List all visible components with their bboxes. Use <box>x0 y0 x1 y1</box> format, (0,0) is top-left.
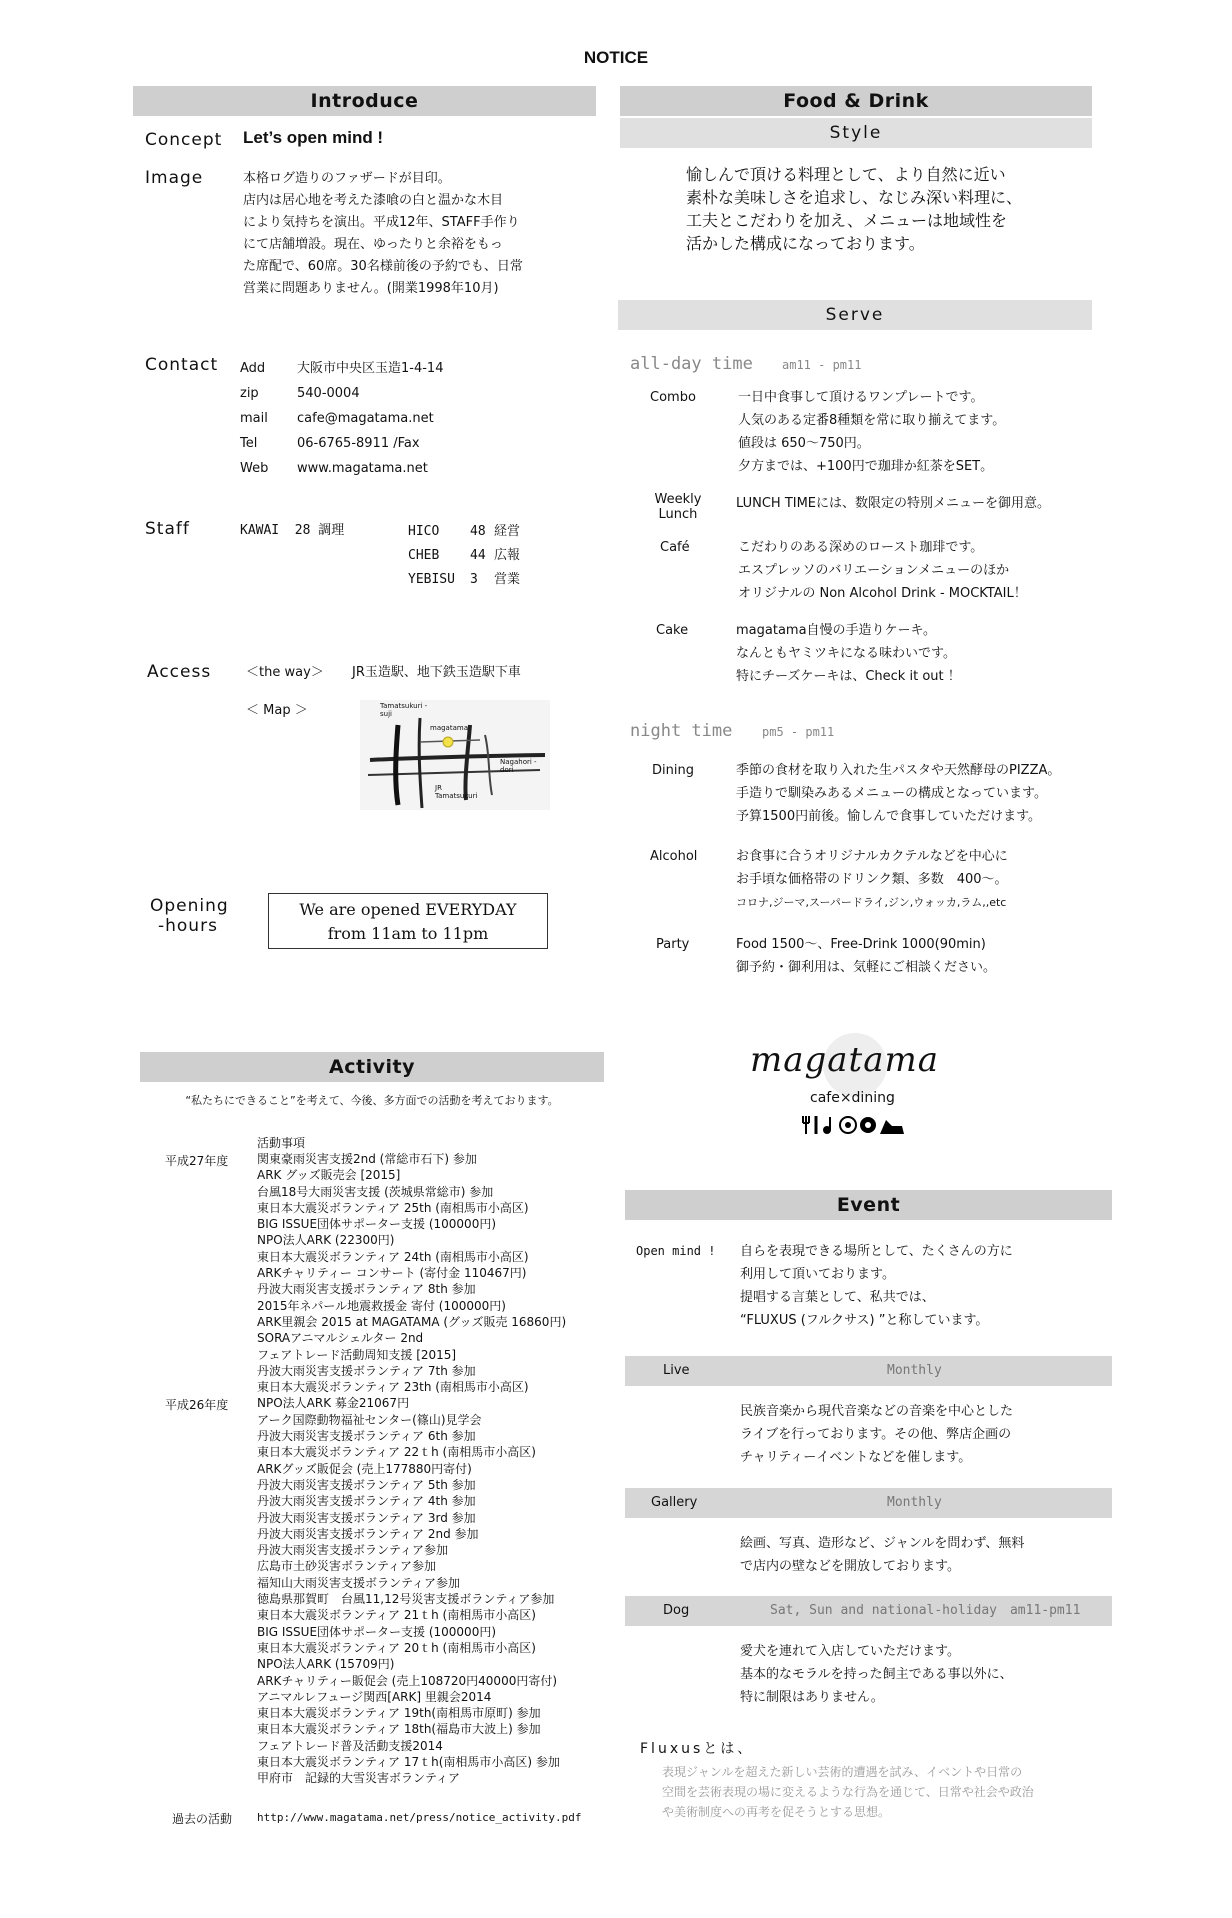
year-h27: 平成27年度 <box>165 1154 229 1168</box>
night-hours: pm5 - pm11 <box>762 725 835 739</box>
dining-description: 季節の食材を取り入れた生パスタや天然酵母のPIZZA。 手造りで馴染みあるメニューの構成となっています。 予算1500円前後。愉しんで食事していただけます。 <box>736 763 1061 824</box>
access-way-text: JR玉造駅、地下鉄玉造駅下車 <box>352 665 521 680</box>
list-item: 東日本大震災ボランティア 17ｔh(南相馬市小高区) 参加 <box>257 1754 560 1769</box>
list-item: 丹波大雨災害支援ボランティア 3rd 参加 <box>257 1510 476 1525</box>
live-description: 民族音楽から現代音楽などの音楽を中心とした ライブを行っております。その他、弊店企画の チャリティーイベントなどを催します。 <box>740 1404 1014 1465</box>
access-map <box>360 700 550 810</box>
open-mind-description: 自らを表現できる場所として、たくさんの方に 利用して頂いております。 提唱する言葉として、私共では、 “FLUXUS (フルクサス) ”と称しています。 <box>740 1244 1013 1328</box>
gallery-row <box>625 1488 1112 1518</box>
staff-kawai: KAWAI 28 調理 <box>240 523 345 538</box>
map-label-nagahori-dori: Nagahori -dori <box>500 758 537 774</box>
weekly-lunch-label: Weekly Lunch <box>654 492 702 522</box>
list-item: 2015年ネパール地震救援金 寄付 (100000円) <box>257 1298 506 1313</box>
list-item: 東日本大震災ボランティア 25th (南相馬市小高区) <box>257 1200 529 1215</box>
list-item: 徳島県那賀町 台風11,12号災害支援ボランティア参加 <box>257 1592 555 1607</box>
fluxus-title: Fluxusとは、 <box>640 1741 755 1757</box>
logo-tagline: cafe×dining <box>810 1090 895 1106</box>
flower-icon <box>840 1117 856 1133</box>
list-item: 丹波大雨災害支援ボランティア 5th 参加 <box>257 1477 476 1492</box>
opening-hours-box: We are opened EVERYDAY from 11am to 11pm <box>268 893 548 949</box>
page-title: NOTICE <box>583 48 649 67</box>
allday-hours: am11 - pm11 <box>782 358 862 372</box>
activity-list <box>257 1151 566 1787</box>
list-item: 東日本大震災ボランティア 23th (南相馬市小高区) <box>257 1380 529 1395</box>
list-item: 丹波大雨災害支援ボランティア 6th 参加 <box>257 1429 476 1444</box>
staff-list: HICO 48 経営 CHEB 44 広報 YEBISU 3 営業 <box>408 524 521 587</box>
party-description: Food 1500～、Free-Drink 1000(90min) 御予約・御利用は、気軽にご相談ください。 <box>736 937 997 975</box>
alcohol-label: Alcohol <box>650 849 698 864</box>
weekly-lunch-description: LUNCH TIMEには、数限定の特別メニューを御用意。 <box>736 496 1051 511</box>
logo-icons <box>800 1114 910 1136</box>
phone-number: 06-6765-8911 /Fax <box>297 436 420 451</box>
combo-label: Combo <box>650 390 696 405</box>
map-label-magatama: magatama <box>430 724 468 732</box>
cafe-description: こだわりのある深めのロースト珈琲です。 エスプレッソのバリエーションメニューのほか オリジナルの Non Alcohol Drink - MOCKTAIL！ <box>738 540 1027 601</box>
allday-title: all-day time <box>630 354 753 374</box>
logo-wordmark: magatama <box>750 1040 939 1080</box>
list-item: 関東豪雨災害支援2nd (常総市石下) 参加 <box>257 1152 477 1166</box>
live-frequency: Monthly <box>887 1363 942 1378</box>
list-item: NPO法人ARK (22300円) <box>257 1233 395 1248</box>
list-item: ARKチャリティー コンサート (寄付金 110467円) <box>257 1266 527 1281</box>
music-note-icon <box>823 1117 831 1134</box>
dining-label: Dining <box>652 763 694 778</box>
map-label-tamatsukuri-suji: Tamatsukuri -suji <box>380 702 428 718</box>
list-item: 東日本大震災ボランティア 20ｔh (南相馬市小高区) <box>257 1640 536 1655</box>
open-mind-label: Open mind ! <box>636 1244 716 1258</box>
list-item: SORAアニマルシェルター 2nd <box>257 1331 424 1346</box>
year-h26: 平成26年度 <box>165 1398 229 1412</box>
list-item: 東日本大震災ボランティア 19th(南相馬市原町) 参加 <box>257 1706 541 1721</box>
gallery-frequency: Monthly <box>887 1495 942 1510</box>
past-activity-link[interactable]: http://www.magatama.net/press/notice_activity.pdf <box>257 1811 582 1824</box>
dog-description: 愛犬を連れて入店していただけます。 基本的なモラルを持った飼主である事以外に、 特に制限はありません。 <box>740 1644 1013 1705</box>
fluxus-description: 表現ジャンルを超えた新しい芸術的遭遇を試み、イベントや日常の 空間を芸術表現の場に変えるような行為を通じて、日常や社会や政治 や美術制度への再考を促そうとする思想。 <box>662 1765 1034 1819</box>
live-row <box>625 1356 1112 1386</box>
list-item: 福知山大雨災害支援ボランティア参加 <box>257 1575 461 1590</box>
address: 大阪市中央区玉造1-4-14 <box>297 361 444 376</box>
cafe-label: Café <box>660 540 690 555</box>
gallery-label: Gallery <box>651 1495 698 1510</box>
magatama-logo <box>740 1030 980 1140</box>
list-item: 台風18号大雨災害支援 (茨城県常総市) 参加 <box>257 1184 494 1199</box>
image-label: Image <box>145 168 204 188</box>
style-description: 愉しんで頂ける料理として、より自然に近い 素朴な美味しさを追求し、なじみ深い料理に、 工夫とこだわりを加え、メニューは地域性を 活かした構成になっております。 <box>686 165 1023 253</box>
live-label: Live <box>663 1363 690 1378</box>
access-label: Access <box>147 662 212 682</box>
list-item: 東日本大震災ボランティア 24th (南相馬市小高区) <box>257 1249 529 1264</box>
combo-description: 一日中食事して頂けるワンプレートです。 人気のある定番8種類を常に取り揃えてます。 値段は 650～750円。 夕方までは、+100円で珈琲か紅茶をSET。 <box>738 390 1006 474</box>
access-way-label: ＜the way＞ <box>246 665 324 680</box>
cake-label: Cake <box>656 623 689 638</box>
list-item: NPO法人ARK (15709円) <box>257 1657 395 1672</box>
list-item: BIG ISSUE団体サポーター支援 (100000円) <box>257 1217 497 1232</box>
staff-label: Staff <box>145 519 190 539</box>
dog-row <box>625 1596 1112 1626</box>
activity-header: 活動事項 <box>257 1136 306 1150</box>
list-item: 甲府市 記録的大雪災害ボランティア <box>257 1771 461 1786</box>
party-label: Party <box>656 937 690 952</box>
list-item: 丹波大雨災害支援ボランティア 2nd 参加 <box>257 1526 479 1541</box>
style-subheader: Style <box>620 118 1092 148</box>
concept-label: Concept <box>145 130 223 150</box>
list-item: 丹波大雨災害支援ボランティア参加 <box>257 1543 449 1558</box>
dog-icon <box>880 1120 904 1134</box>
food-drink-section-header: Food & Drink <box>620 86 1092 116</box>
past-activity-label: 過去の活動 <box>172 1812 233 1826</box>
list-item: 広島市土砂災害ボランティア参加 <box>257 1559 437 1574</box>
access-map-label: ＜ Map ＞ <box>246 703 308 718</box>
contact-keys: Add zip mail Tel Web <box>240 361 269 476</box>
website-link[interactable]: www.magatama.net <box>297 461 428 476</box>
list-item: BIG ISSUE団体サポーター支援 (100000円) <box>257 1624 497 1639</box>
list-item: ARK里親会 2015 at MAGATAMA (グッズ販売 16860円) <box>257 1314 567 1329</box>
gallery-description: 絵画、写真、造形など、ジャンルを問わず、無料 で店内の壁などを開放しております。 <box>740 1536 1025 1574</box>
list-item: 東日本大震災ボランティア 22ｔh (南相馬市小高区) <box>257 1445 536 1460</box>
night-title: night time <box>630 721 733 741</box>
activity-intro: “私たちにできること”を考えて、今後、多方面での活動を考えております。 <box>185 1094 559 1107</box>
dog-label: Dog <box>663 1603 690 1618</box>
list-item: ARKチャリティー販促会 (売上108720円40000円寄付) <box>257 1673 558 1688</box>
cake-description: magatama自慢の手造りケーキ。 なんともヤミツキになる味わいです。 特にチーズケーキは、Check it out ！ <box>736 623 961 684</box>
opening-hours-label: Opening -hours <box>150 896 229 936</box>
list-item: 丹波大雨災害支援ボランティア 4th 参加 <box>257 1494 476 1509</box>
event-section-header: Event <box>625 1190 1112 1220</box>
dog-frequency: Sat, Sun and national-holiday am11-pm11 <box>770 1603 1081 1618</box>
contact-values <box>297 356 443 481</box>
email-link[interactable]: cafe@magatama.net <box>297 411 434 426</box>
image-description: 本格ログ造りのファザードが目印。 店内は居心地を考えた漆喰の白と温かな木目 により気持ちを演出。平成12年、STAFF手作り にて店舗増設。現在、ゆったりと余裕をもっ た席配で、60席。30名様前後の予約でも、日常 営業に問題ありません。(開業1998年10月) <box>243 171 523 296</box>
list-item: アニマルレフュージ関西[ARK] 里親会2014 <box>257 1689 492 1704</box>
list-item: 東日本大震災ボランティア 21ｔh (南相馬市小高区) <box>257 1608 536 1623</box>
list-item: アーク国際動物福祉センター(篠山)見学会 <box>257 1412 482 1427</box>
list-item: フェアトレード活動周知支援 [2015] <box>257 1347 457 1362</box>
list-item: 東日本大震災ボランティア 18th(福島市大波上) 参加 <box>257 1722 541 1737</box>
alcohol-description: お食事に合うオリジナルカクテルなどを中心に お手頃な価格帯のドリンク類、多数 400～。 コロナ,ジーマ,スーパードライ,ジン,ウォッカ,ラム,,etc <box>736 849 1008 909</box>
gear-icon <box>860 1117 876 1133</box>
contact-label: Contact <box>145 355 219 375</box>
fork-icon <box>803 1116 809 1134</box>
introduce-section-header: Introduce <box>133 86 596 116</box>
list-item: NPO法人ARK 募金21067円 <box>257 1396 410 1411</box>
list-item: 丹波大雨災害支援ボランティア 7th 参加 <box>257 1363 476 1378</box>
list-item: フェアトレード普及活動支援2014 <box>257 1738 443 1753</box>
concept-value: Let’s open mind ! <box>243 128 384 147</box>
list-item: ARKグッズ販促会 (売上177880円寄付) <box>257 1461 472 1476</box>
list-item: ARK グッズ販売会 [2015] <box>257 1168 401 1183</box>
map-label-jr-tamatsukuri: JR Tamatsukuri <box>435 784 478 800</box>
activity-section-header: Activity <box>140 1052 604 1082</box>
zip-code: 540-0004 <box>297 386 360 401</box>
list-item: 丹波大雨災害支援ボランティア 8th 参加 <box>257 1282 476 1297</box>
serve-subheader: Serve <box>618 300 1092 330</box>
